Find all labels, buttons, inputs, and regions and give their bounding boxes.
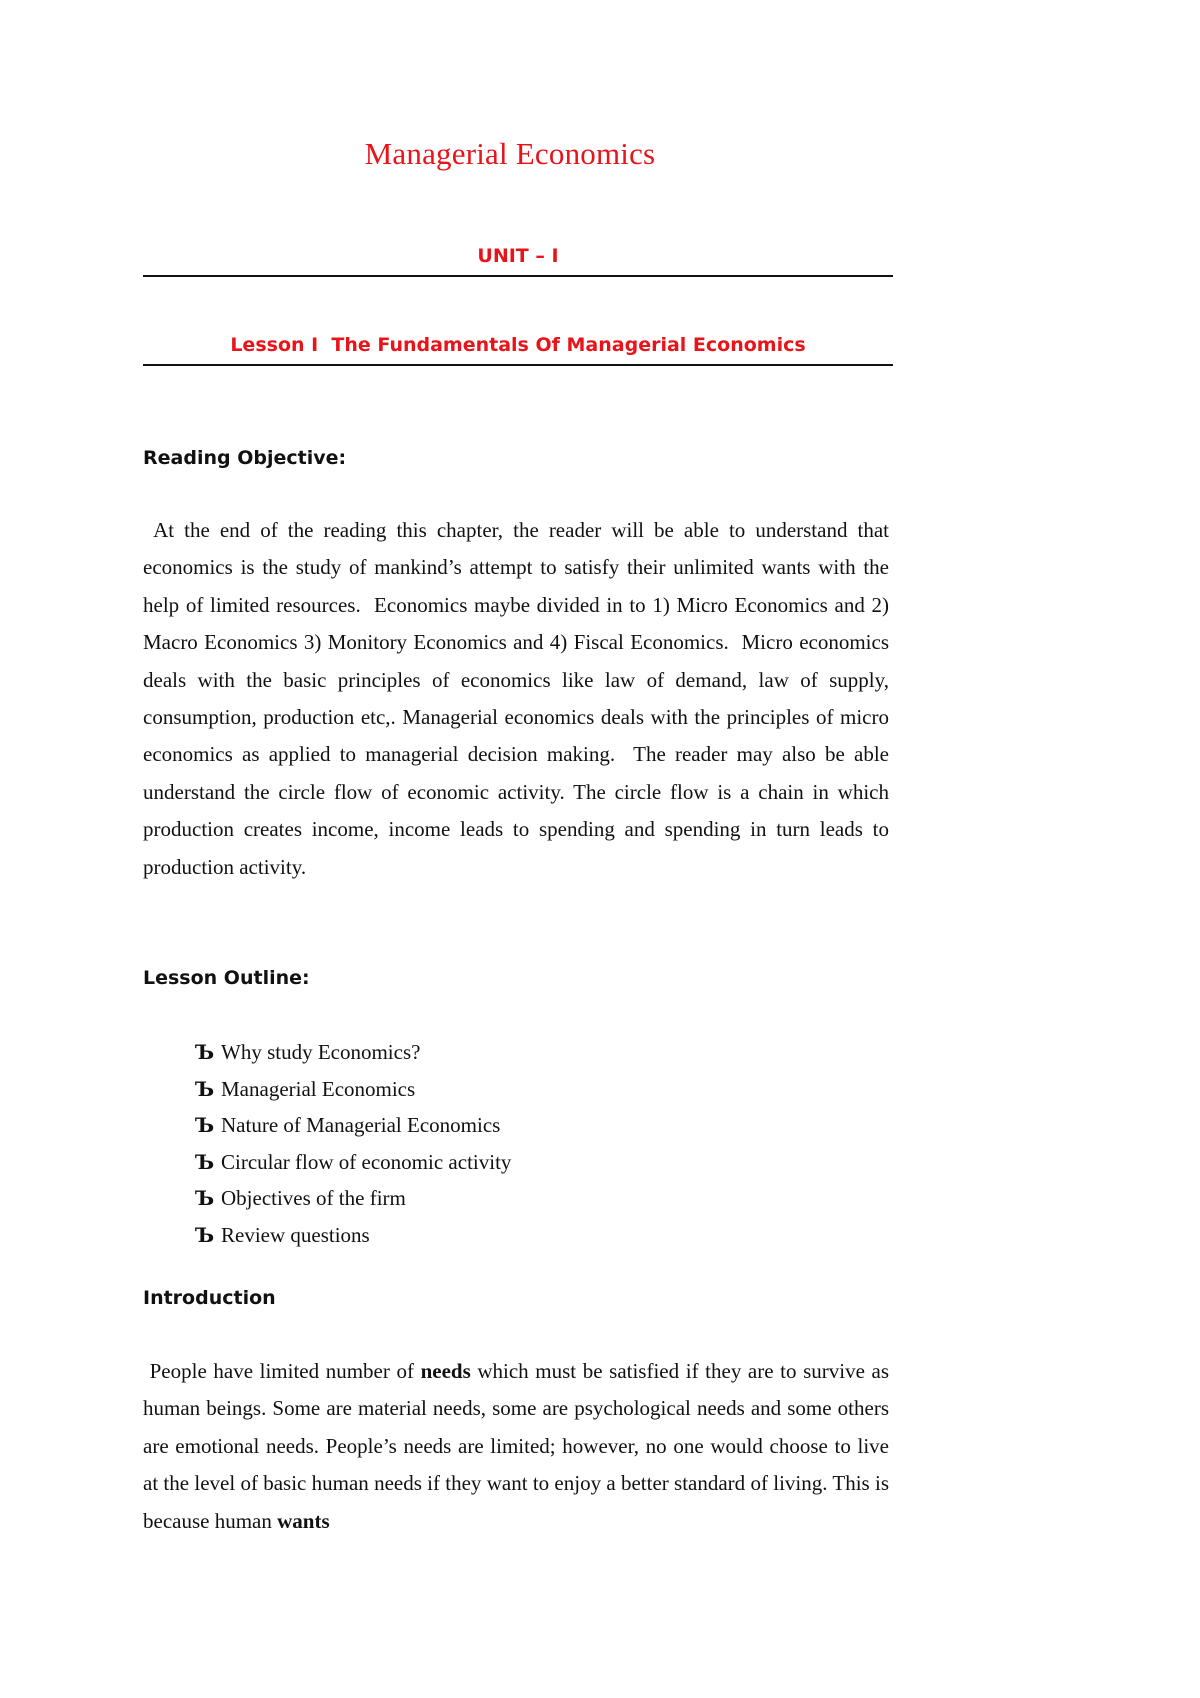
list-item: [195, 1180, 511, 1217]
outline-item-label: Circular flow of economic activity: [221, 1149, 512, 1174]
bullet-glyph-icon: Ъ: [195, 1222, 215, 1247]
intro-bold-wants: wants: [277, 1508, 330, 1533]
list-item: [195, 1071, 511, 1108]
reading-objective-label: Reading Objective:: [143, 447, 347, 469]
unit-heading-rule: [143, 275, 893, 277]
lesson-outline-label: Lesson Outline:: [143, 967, 310, 989]
list-item: [195, 1144, 511, 1181]
outline-item-label: Review questions: [221, 1222, 370, 1247]
intro-text-2: which must be satisfied if they are to survive as human beings. Some are material needs, some are psychological needs and some others are emotional needs. People’s needs are limited; however, no one would choose to live at the level of basic human needs if they want to enjoy a better standard of living. This is because human: [143, 1359, 895, 1533]
outline-item-label: Why study Economics?: [221, 1040, 421, 1064]
unit-heading-block: [143, 244, 893, 277]
list-item: [195, 1107, 511, 1144]
reading-objective-paragraph: At the end of the reading this chapter, the reader will be able to understand that economics is the study of mankind’s attempt to satisfy their unlimited wants with the help of limited resources. Economics maybe divided in to 1) Micro Economics and 2) Macro Economics 3) Monitory Economics and 4) Fiscal Economics. Micro economics deals with the basic principles of economics like law of demand, law of supply, consumption, production etc,. Managerial economics deals with the principles of micro economics as applied to managerial decision making. The reader may also be able understand the circle flow of economic activity. The circle flow is a chain in which production creates income, income leads to spending and spending in turn leads to production activity.: [143, 518, 895, 879]
bullet-glyph-icon: Ъ: [195, 1186, 215, 1211]
lesson-outline-list: [195, 1034, 511, 1254]
outline-item-label: Managerial Economics: [221, 1076, 416, 1101]
intro-bold-needs: needs: [420, 1359, 471, 1383]
lesson-heading-block: [143, 333, 893, 366]
bullet-glyph-icon: Ъ: [195, 1113, 215, 1138]
lesson-heading: Lesson I The Fundamentals Of Managerial Economics: [230, 334, 806, 356]
list-item: [195, 1217, 511, 1254]
unit-heading: UNIT – I: [477, 245, 559, 267]
intro-text-1: People have limited number of: [143, 1359, 421, 1383]
introduction-paragraph: [143, 1353, 895, 1540]
lesson-heading-rule: [143, 364, 893, 366]
introduction-label: Introduction: [143, 1287, 276, 1309]
document-title: Managerial Economics: [364, 136, 656, 171]
bullet-glyph-icon: Ъ: [195, 1040, 215, 1064]
bullet-glyph-icon: Ъ: [195, 1076, 215, 1101]
outline-item-label: Nature of Managerial Economics: [221, 1113, 501, 1138]
outline-item-label: Objectives of the firm: [221, 1186, 406, 1211]
bullet-glyph-icon: Ъ: [195, 1149, 215, 1174]
list-item: [195, 1034, 511, 1071]
